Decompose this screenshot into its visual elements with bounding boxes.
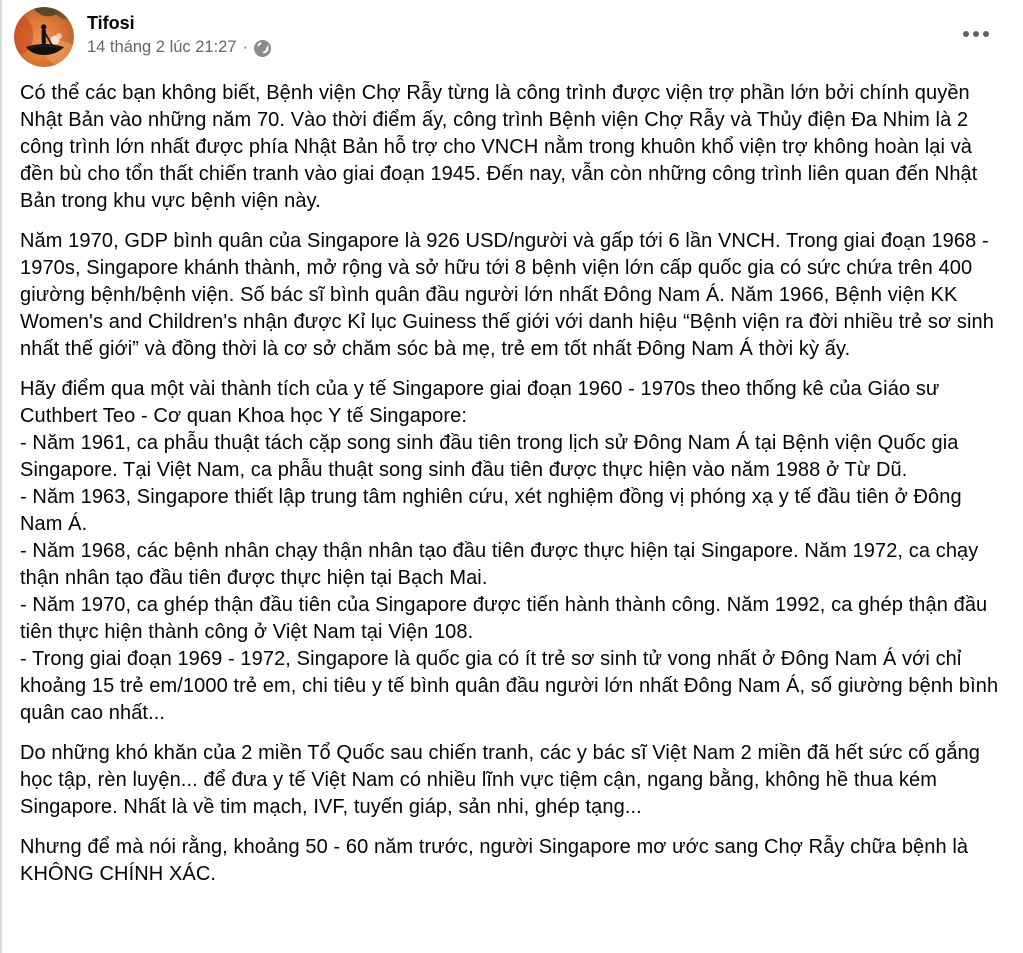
post-options-button[interactable] <box>955 16 997 52</box>
post-paragraph: - Năm 1968, các bệnh nhân chạy thận nhân tạo đầu tiên được thực hiện tại Singapore. Năm 1972, ca chạy thận nhân tạo đầu tiên được thực hiện tại Bạch Mai. <box>20 540 985 589</box>
post-paragraph: Hãy điểm qua một vài thành tích của y tế Singapore giai đoạn 1960 - 1970s theo thống kê của Giáo sư Cuthbert Teo - Cơ quan Khoa học Y tế Singapore: <box>20 378 946 427</box>
avatar-art-man-on-boat <box>14 7 74 67</box>
dot-1 <box>963 31 969 37</box>
post-paragraph: - Năm 1970, ca ghép thận đầu tiên của Singapore được tiến hành thành công. Năm 1992, ca ghép thận đầu tiên thực hiện thành công ở Việt Nam tại Viện 108. <box>20 594 993 643</box>
post-paragraph: Có thể các bạn không biết, Bệnh viện Chợ Rẫy từng là công trình được viện trợ phần lớn bởi chính quyền Nhật Bản vào những năm 70. Vào thời điểm ấy, công trình Bệnh viện Chợ Rẫy và Thủy điện Đa Nhim là 2 công trình lớn nhất được phía Nhật Bản hỗ trợ cho VNCH nằm trong khuôn khổ viện trợ không hoàn lại và đền bù cho tổn thất chiến tranh vào giai đoạn 1945. Đến nay, vẫn còn những công trình liên quan đến Nhật Bản trong khu vực bệnh viện này. <box>20 82 984 212</box>
post-meta-row <box>87 37 271 58</box>
globe-public-icon <box>254 40 271 57</box>
post-body-text <box>0 67 1023 888</box>
post-paragraph: - Trong giai đoạn 1969 - 1972, Singapore là quốc gia có ít trẻ sơ sinh tử vong nhất ở Đông Nam Á với chỉ khoảng 15 trẻ em/1000 trẻ em, chi tiêu y tế bình quân đầu người lớn nhất Đông Nam Á, số giường bệnh bình quân cao nhất... <box>20 648 1004 724</box>
profile-avatar[interactable] <box>14 7 74 67</box>
post-paragraph: - Năm 1961, ca phẫu thuật tách cặp song sinh đầu tiên trong lịch sử Đông Nam Á tại Bệnh viện Quốc gia Singapore. Tại Việt Nam, ca phẫu thuật song sinh đầu tiên được thực hiện vào năm 1988 ở Từ Dũ. <box>20 432 965 481</box>
post-paragraph: - Năm 1963, Singapore thiết lập trung tâm nghiên cứu, xét nghiệm đồng vị phóng xạ y tế đầu tiên ở Đông Nam Á. <box>20 486 968 535</box>
post-timestamp[interactable]: 14 tháng 2 lúc 21:27 <box>87 38 237 56</box>
post-header <box>0 0 1023 67</box>
post-paragraph: Do những khó khăn của 2 miền Tổ Quốc sau chiến tranh, các y bác sĩ Việt Nam 2 miền đã hết sức cố gắng học tập, rèn luyện... để đưa y tế Việt Nam có nhiều lĩnh vực tiệm cận, ngang bằng, không hề thua kém Singapore. Nhất là về tim mạch, IVF, tuyến giáp, sản nhi, ghép tạng... <box>20 742 986 818</box>
dot-2 <box>973 31 979 37</box>
post-paragraph: Năm 1970, GDP bình quân của Singapore là 926 USD/người và gấp tới 6 lần VNCH. Trong giai đoạn 1968 - 1970s, Singapore khánh thành, mở rộng và sở hữu tới 8 bệnh viện lớn cấp quốc gia có sức chứa trên 400 giường bệnh/bệnh viện. Số bác sĩ bình quân đầu người lớn nhất Đông Nam Á. Năm 1966, Bệnh viện KK Women's and Children's nhận được Kỉ lục Guiness thế giới với danh hiệu “Bệnh viện ra đời nhiều trẻ sơ sinh nhất thế giới” và đồng thời là cơ sở chăm sóc bà mẹ, trẻ em tốt nhất Đông Nam Á thời kỳ ấy. <box>20 230 1000 360</box>
post-paragraph: Nhưng để mà nói rằng, khoảng 50 - 60 năm trước, người Singapore mơ ước sang Chợ Rẫy chữa bệnh là KHÔNG CHÍNH XÁC. <box>20 836 974 885</box>
author-name[interactable]: Tifosi <box>87 13 135 33</box>
dot-3 <box>983 31 989 37</box>
post-header-info <box>87 7 271 58</box>
meta-separator: · <box>242 38 249 56</box>
